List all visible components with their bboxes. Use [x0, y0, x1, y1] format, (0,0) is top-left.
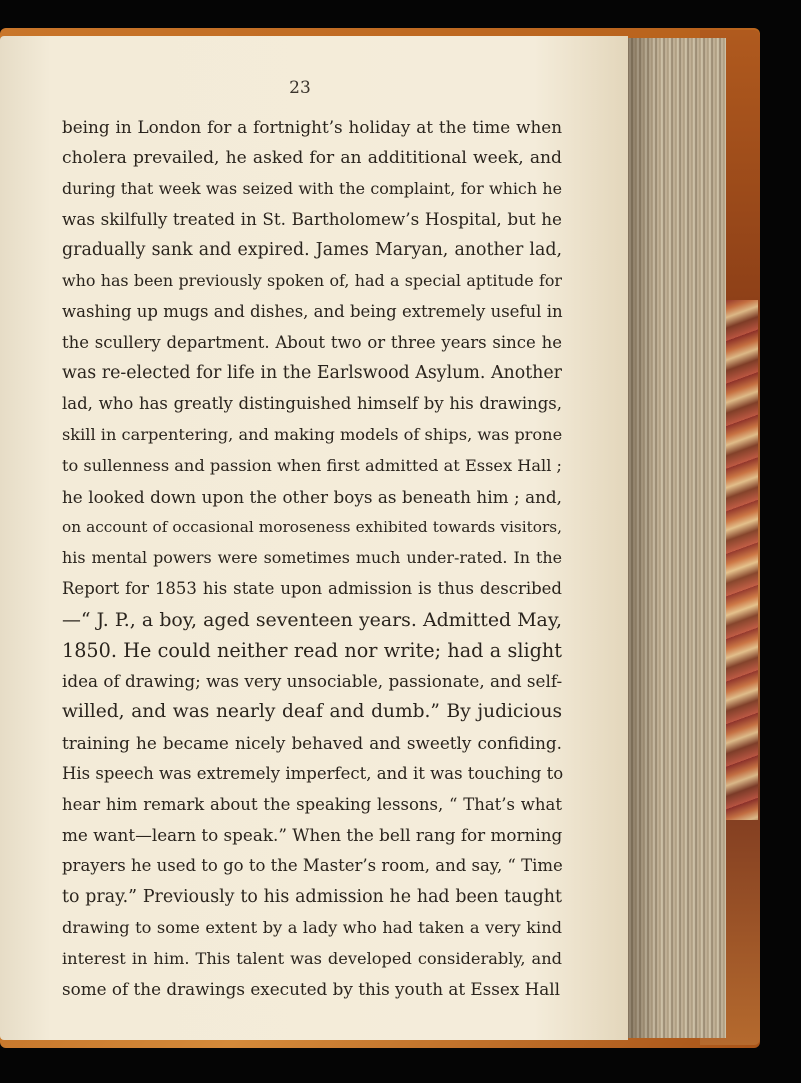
- text-line: skill in carpentering, and making models of ships, was prone: [62, 424, 563, 444]
- text-line: idea of drawing; was very unsociable, passionate, and self-: [62, 671, 563, 692]
- text-line: to sullenness and passion when first admitted at Essex Hall ;: [62, 455, 562, 475]
- text-line: was skilfully treated in St. Bartholomew’s Hospital, but he: [62, 209, 562, 230]
- text-line: his mental powers were sometimes much under-rated. In the: [62, 548, 562, 568]
- text-line: the scullery department. About two or three years since he: [62, 332, 562, 352]
- text-line: training he became nicely behaved and sweetly confiding.: [62, 732, 562, 753]
- text-line: on account of occasional moroseness exhibited towards visitors,: [62, 518, 562, 537]
- text-line: to pray.” Previously to his admission he had been taught: [62, 886, 562, 907]
- marbled-endpaper: [722, 300, 758, 820]
- text-line: was re-elected for life in the Earlswood Asylum. Another: [62, 363, 562, 384]
- text-line: gradually sank and expired. James Maryan, another lad,: [62, 240, 562, 261]
- text-line: hear him remark about the speaking lessons, “ That’s what: [62, 794, 562, 814]
- text-line: during that week was seized with the complaint, for which he: [62, 178, 562, 198]
- text-line: me want—learn to speak.” When the bell rang for morning: [62, 825, 563, 846]
- text-line: Report for 1853 his state upon admission is thus described: [62, 578, 562, 598]
- text-line: interest in him. This talent was developed considerably, and: [62, 948, 562, 968]
- page-number: 23: [289, 78, 311, 98]
- text-line: some of the drawings executed by this youth at Essex Hall: [62, 979, 560, 1000]
- text-line: washing up mugs and dishes, and being extremely useful in: [62, 301, 563, 321]
- text-line: willed, and was nearly deaf and dumb.” By judicious: [62, 701, 562, 723]
- text-line: who has been previously spoken of, had a special aptitude for: [62, 270, 562, 290]
- text-line: drawing to some extent by a lady who had taken a very kind: [62, 917, 562, 937]
- text-line: His speech was extremely imperfect, and it was touching to: [62, 763, 564, 783]
- text-line: lad, who has greatly distinguished himself by his drawings,: [62, 394, 562, 414]
- text-line: he looked down upon the other boys as beneath him ; and,: [62, 486, 562, 507]
- text-line: cholera prevailed, he asked for an addititional week, and: [62, 147, 562, 168]
- text-line: prayers he used to go to the Master’s room, and say, “ Time: [62, 856, 563, 876]
- text-line: 1850. He could neither read nor write; had a slight: [62, 638, 562, 662]
- text-line: being in London for a fortnight’s holiday at the time when: [62, 117, 562, 137]
- text-line: —“ J. P., a boy, aged seventeen years. Admitted May,: [62, 608, 562, 631]
- body-text: [62, 112, 562, 1005]
